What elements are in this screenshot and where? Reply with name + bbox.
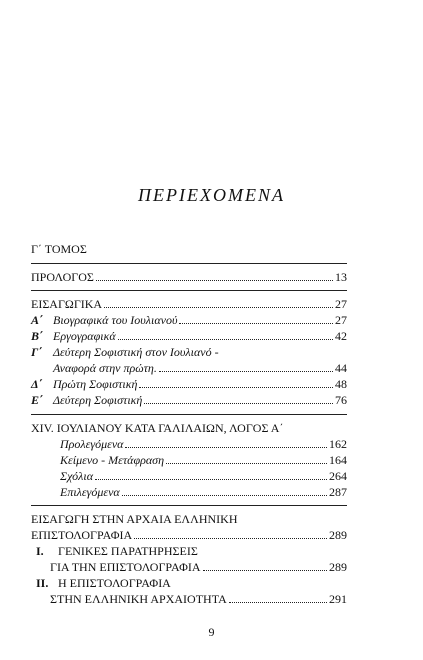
toc-entry-label: ΓΕΝΙΚΕΣ ΠΑΡΑΤΗΡΗΣΕΙΣ [58,544,198,558]
toc-entry-epist-heading[interactable] [31,511,347,527]
toc-entry-page: 287 [329,485,347,499]
toc-entry[interactable] [31,344,347,360]
toc-entry-label: Η ΕΠΙΣΤΟΛΟΓΡΑΦΙΑ [58,576,171,590]
dot-leader [166,463,327,464]
toc-entry-continuation[interactable] [53,360,347,376]
section-number: I. [36,544,44,558]
page-title: ΠΕΡΙΕΧΟΜΕΝΑ [138,185,285,205]
toc-entry-page: 164 [329,453,347,467]
toc-entry-page: 264 [329,469,347,483]
toc-entry-page: 13 [335,270,347,284]
toc-entry-work-heading[interactable] [31,420,347,436]
dot-leader [229,602,327,603]
toc-entry[interactable] [31,376,347,392]
toc-entry-label: ΕΠΙΣΤΟΛΟΓΡΑΦΙΑ [31,528,133,542]
toc-entry-label: XIV. ΙΟΥΛΙΑΝΟΥ ΚΑΤΑ ΓΑΛΙΛΑΙΩΝ, ΛΟΓΟΣ Α΄ [31,421,284,435]
section-number: Γ΄ [31,345,43,359]
toc-entry-page: 44 [335,361,347,375]
volume-label: Γ΄ ΤΟΜΟΣ [31,242,87,256]
toc-entry-page: 48 [335,377,347,391]
toc-entry-continuation[interactable] [50,559,347,575]
section-number: II. [36,576,49,590]
toc-entry-page: 76 [335,393,347,407]
dot-leader [104,307,333,308]
toc-entry-label: Δεύτερη Σοφιστική στον Ιουλιανό - [53,345,219,359]
toc-entry-page: 162 [329,437,347,451]
toc-entry[interactable] [31,328,347,344]
dot-leader [118,339,333,340]
toc-entry-intro[interactable] [31,296,347,312]
toc-entry[interactable] [60,468,347,484]
toc-entry-label: Σχόλια [60,469,93,483]
section-number: Ε΄ [31,393,43,407]
toc-entry[interactable] [31,527,347,543]
toc-entry-label: ΓΙΑ ΤΗΝ ΕΠΙΣΤΟΛΟΓΡΑΦΙΑ [50,560,201,574]
toc-entry-page: 42 [335,329,347,343]
divider [31,290,347,291]
toc-entry[interactable] [60,452,347,468]
toc-entry-page: 289 [329,528,347,542]
toc-entry-page: 27 [335,297,347,311]
toc-entry[interactable] [60,484,347,500]
page-number: 9 [208,625,215,639]
toc-entry-prologue[interactable] [31,269,347,285]
toc-entry[interactable] [60,436,347,452]
dot-leader [125,447,327,448]
toc-entry-label: Κείμενο - Μετάφραση [60,453,165,467]
toc-entry-page: 289 [329,560,347,574]
toc-entry-label: Βιογραφικά του Ιουλιανού [53,313,178,327]
dot-leader [96,280,333,281]
toc-entry-label: Πρώτη Σοφιστική [53,377,138,391]
toc-entry-page: 291 [329,592,347,606]
toc-entry-label: Επιλεγόμενα [60,485,120,499]
toc-entry-label: ΕΙΣΑΓΩΓΙΚΑ [31,297,103,311]
divider [31,414,347,415]
toc-entry[interactable] [31,392,347,408]
dot-leader [134,538,327,539]
toc-entry[interactable] [36,575,347,591]
dot-leader [139,387,333,388]
dot-leader [159,371,333,372]
section-number: Β΄ [31,329,43,343]
dot-leader [122,495,327,496]
toc-entry-label: ΣΤΗΝ ΕΛΛΗΝΙΚΗ ΑΡΧΑΙΟΤΗΤΑ [50,592,227,606]
toc-entry-page: 27 [335,313,347,327]
toc-entry-label: ΕΙΣΑΓΩΓΗ ΣΤΗΝ ΑΡΧΑΙΑ ΕΛΛΗΝΙΚΗ [31,512,238,526]
dot-leader [144,403,333,404]
toc-entry-label: Αναφορά στην πρώτη. [53,361,157,375]
section-number: Α΄ [31,313,43,327]
divider [31,505,347,506]
toc-entry-continuation[interactable] [50,591,347,607]
dot-leader [203,570,327,571]
toc-entry[interactable] [31,312,347,328]
toc-entry-label: Εργογραφικά [53,329,116,343]
toc-entry-label: Δεύτερη Σοφιστική [53,393,143,407]
toc-entry[interactable] [36,543,347,559]
section-number: Δ΄ [31,377,43,391]
dot-leader [179,323,333,324]
toc-entry-label: Προλεγόμενα [60,437,124,451]
divider [31,263,347,264]
dot-leader [95,479,327,480]
toc-entry-label: ΠΡΟΛΟΓΟΣ [31,270,94,284]
